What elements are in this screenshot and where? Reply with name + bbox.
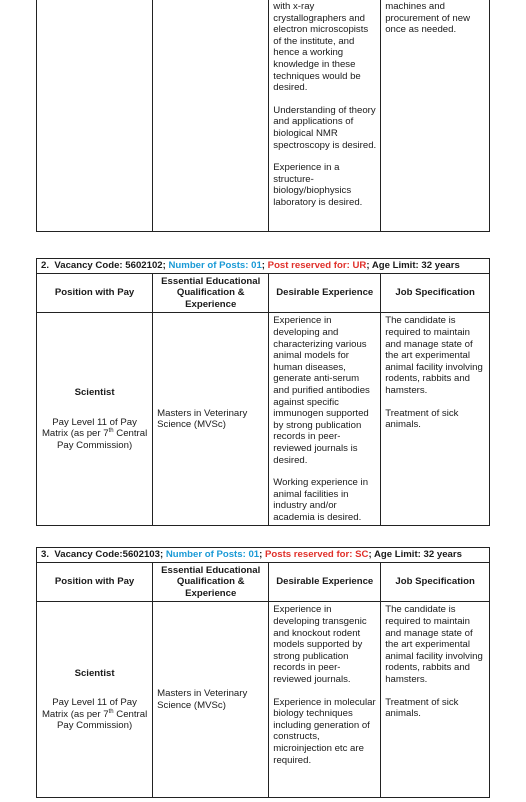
vacancy-3-pay-sup: th	[108, 708, 114, 715]
vacancy-2-desirable-para-2: Working experience in animal facilities in industry and/or academia is desired.	[273, 477, 369, 523]
vacancy-3-pay-suffix: Central Pay Commission)	[56, 708, 148, 732]
vacancy-2-desirable-cell	[269, 313, 381, 526]
vacancy-3-col-position-header: Position with Pay	[37, 562, 153, 602]
vacancy-3-desirable-cell	[269, 602, 381, 798]
vacancy-3-posts: Number of Posts: 01	[165, 549, 260, 560]
vacancy-2-col-spec-header: Job Specification	[381, 273, 490, 313]
vacancy-3-spec-para-1: The candidate is required to maintain and manage state of the art experimental animal facility involving rodents, rabbits and hamsters.	[385, 604, 483, 685]
vacancy-3-desirable-para-1: Experience in developing transgenic and knockout rodent models supported by strong publication records in peer-reviewed journals.	[273, 604, 367, 685]
vacancy-2-pay-sup: th	[108, 428, 114, 435]
continued-position-cell	[37, 0, 153, 232]
vacancy-3-spec-cell	[381, 602, 490, 798]
vacancy-2-spec-cell	[381, 313, 490, 526]
vacancy-2-pay-prefix: Pay Level 11 of Pay Matrix (as per 7	[41, 416, 137, 440]
vacancy-2-posts: Number of Posts: 01	[168, 260, 262, 271]
vacancy-2-pay-suffix: Central Pay Commission)	[56, 428, 148, 452]
vacancy-3-desirable-para-2: Experience in molecular biology techniques including generation of constructs, microinjection etc are required.	[273, 696, 376, 766]
vacancy-2-table	[36, 258, 490, 526]
continued-desirable-para-3: Experience in a structure-biology/biophysics laboratory is desired.	[273, 162, 363, 208]
vacancy-3-code: Vacancy Code:5602103;	[54, 549, 164, 560]
vacancy-2-reserved: Post reserved for: UR	[267, 260, 367, 271]
continued-spec-cell	[381, 0, 490, 232]
vacancy-2-age-limit: Age Limit: 32 years	[371, 260, 460, 271]
continued-desirable-cell	[269, 0, 381, 232]
vacancy-3-position-cell	[37, 602, 153, 798]
vacancy-2-header	[37, 259, 490, 274]
vacancy-2-col-position-header: Position with Pay	[37, 273, 153, 313]
vacancy-3-sep2: ;	[368, 549, 372, 560]
vacancy-3-col-qualification-header: Essential Educational Qualification & Experience	[153, 562, 269, 602]
vacancy-3-col-spec-header: Job Specification	[381, 562, 490, 602]
vacancy-2-position-cell	[37, 313, 153, 526]
vacancy-3-age-limit: Age Limit: 32 years	[373, 549, 462, 560]
vacancy-2-number: 2.	[41, 260, 50, 271]
vacancy-2-col-qualification-header: Essential Educational Qualification & Experience	[153, 273, 269, 313]
continued-qualification-cell	[153, 0, 269, 232]
vacancy-3-header	[37, 548, 490, 563]
vacancy-2-spec-para-1: The candidate is required to maintain and manage state of the art experimental animal facility involving rodents, rabbits and hamsters.	[385, 315, 483, 396]
vacancy-3-qualification: Masters in Veterinary Science (MVSc)	[153, 602, 269, 798]
vacancy-3-position-title: Scientist	[74, 667, 115, 679]
continued-desirable-para-1: with x-ray crystallographers and electron microscopists of the institute, and hence a working knowledge in these techniques would be desired.	[273, 1, 369, 94]
vacancy-3-spec-para-2: Treatment of sick animals.	[385, 696, 459, 720]
continued-table	[36, 0, 490, 232]
vacancy-2-code: Vacancy Code: 5602102;	[54, 260, 166, 271]
vacancy-3-pay-prefix: Pay Level 11 of Pay Matrix (as per 7	[41, 697, 137, 720]
vacancy-3-number: 3.	[41, 549, 50, 560]
continued-spec-text: machines and procurement of new once as needed.	[385, 1, 470, 36]
vacancy-2-spec-para-2: Treatment of sick animals.	[385, 407, 459, 431]
vacancy-3-reserved: Posts reserved for: SC	[265, 549, 369, 560]
vacancy-3-sep1: ;	[259, 549, 263, 560]
vacancy-2-col-desirable-header: Desirable Experience	[269, 273, 381, 313]
vacancy-2-sep1: ;	[261, 260, 265, 271]
continued-desirable-para-2: Understanding of theory and applications of biological NMR spectroscopy is desired.	[273, 104, 377, 151]
vacancy-2-qualification: Masters in Veterinary Science (MVSc)	[153, 313, 269, 526]
vacancy-3-col-desirable-header: Desirable Experience	[269, 562, 381, 602]
vacancy-2-desirable-para-1: Experience in developing and characterizing various animal models for human diseases, generate anti-serum and purified antibodies against specific immunogen supported by strong publication records in peer-reviewed journals is desired.	[273, 315, 370, 466]
vacancy-3-table	[36, 547, 490, 798]
vacancy-2-sep2: ;	[366, 260, 370, 271]
vacancy-2-position-title: Scientist	[74, 387, 115, 399]
